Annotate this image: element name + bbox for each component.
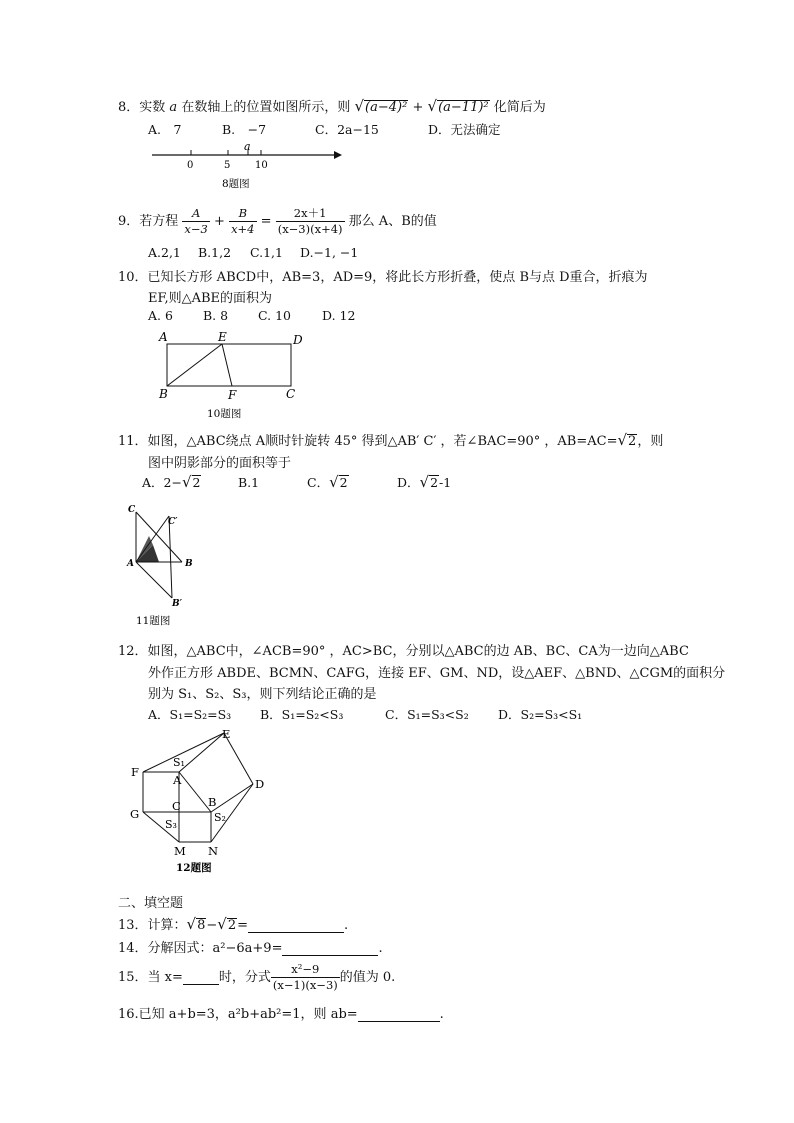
q12-line-3: 别为 S₁、S₂、S₃，则下列结论正确的是: [148, 687, 377, 702]
q14-post: .: [378, 941, 383, 956]
radical-icon: √: [186, 915, 197, 933]
q8-expr2: (a−11)²: [438, 100, 489, 115]
segment-cprime-bprime: [169, 516, 172, 598]
segment-db: [211, 784, 253, 812]
q12-line-1: 12．如图，△ABC中，∠ACB=90° ，AC>BC，分别以△ABC的边 AB、BC、CA为一边向△ABC: [118, 644, 689, 659]
label-c: C: [172, 799, 181, 813]
q8-caption: 8题图: [222, 178, 250, 190]
q10-line-2: EF,则△ABE的面积为: [148, 291, 273, 306]
q8-option-d: D．无法确定: [428, 122, 501, 137]
rect-abcd: [167, 344, 291, 386]
q11-line-1b: ，则: [637, 434, 664, 449]
q9-option-b: B.1,2: [198, 245, 232, 260]
label-f: F: [131, 765, 139, 779]
q13: [118, 914, 348, 933]
q11-radicand: 2: [628, 434, 637, 449]
tick-label-5: 5: [224, 160, 231, 171]
frac-num: 2x＋1: [276, 206, 345, 222]
q8-option-b: B. −7: [222, 122, 267, 137]
label-d: D: [255, 777, 265, 791]
q15-fraction: [271, 962, 340, 993]
q14: [118, 937, 383, 956]
frac-den: (x−3)(x+4): [277, 222, 343, 236]
q8-stem-a: 8．实数: [118, 100, 166, 115]
opt-a-pre: A．2−: [142, 475, 182, 490]
q10-caption: 10题图: [207, 408, 242, 420]
label-b-prime: B′: [172, 599, 182, 609]
tick-label-10: 10: [255, 160, 268, 171]
segment-be: [167, 344, 222, 386]
q15-mid: 时，分式: [218, 970, 271, 985]
label-m: M: [174, 844, 186, 858]
q11-caption: 11题图: [136, 615, 171, 627]
segment-ef: [222, 344, 232, 386]
frac-den: x−3: [184, 222, 208, 236]
q13-rad2: 2: [227, 918, 237, 933]
radical-icon: √: [329, 473, 339, 491]
label-s1: S₁: [173, 756, 185, 769]
label-b: B: [185, 559, 193, 569]
opt-a-rad: 2: [192, 475, 201, 490]
q12-option-b: B．S₁=S₂<S₃: [260, 707, 344, 722]
radical-icon: √: [217, 915, 227, 933]
label-e: E: [222, 727, 231, 741]
q8-stem-b: 在数轴上的位置如图所示，则: [181, 100, 351, 115]
q12-squares-figure: [126, 724, 272, 876]
q13-answer-blank[interactable]: [248, 918, 344, 933]
tick-label-0: 0: [187, 160, 194, 171]
segment-ab-prime: [136, 562, 172, 598]
q8-expr1: (a−4)²: [365, 100, 408, 115]
q9-fraction-1: [182, 206, 209, 237]
q8-option-a: A. 7: [148, 122, 182, 137]
q9-plus: +: [214, 214, 225, 229]
frac-num: A: [182, 206, 209, 222]
q12-line-2: 外作正方形 ABDE、BCMN、CAFG，连接 EF、GM、ND，设△AEF、△BND、△CGM的面积分: [148, 666, 726, 681]
q16-post: .: [439, 1007, 444, 1022]
q12-caption: 12题图: [176, 862, 212, 874]
label-n: N: [208, 844, 219, 858]
q9-equals: =: [260, 214, 272, 229]
section-title: 二、填空题: [118, 896, 184, 911]
q9-option-a: A.2,1: [148, 245, 181, 260]
q10-option-b: B. 8: [203, 308, 229, 323]
q11-option-a: [142, 473, 201, 491]
radical-icon: √: [181, 473, 192, 491]
q9-option-c: C.1,1: [250, 245, 283, 260]
q15-answer-blank[interactable]: [183, 970, 219, 985]
label-f: F: [228, 388, 237, 402]
label-c: C: [286, 387, 296, 401]
q12-option-c: C．S₁=S₃<S₂: [385, 707, 469, 722]
q8-stem: [118, 96, 546, 115]
q11-option-c: [307, 473, 349, 491]
q10-rectangle-figure: [155, 328, 315, 424]
q8-number-line-figure: [148, 140, 348, 192]
label-b: B: [208, 795, 217, 809]
opt-d-rad: 2: [430, 475, 439, 490]
q14-answer-blank[interactable]: [282, 941, 378, 956]
q11-rotation-figure: [124, 500, 204, 630]
label-c: C: [128, 505, 136, 515]
segment-ab: [179, 772, 211, 812]
segment-ae: [179, 733, 224, 772]
label-s2: S₂: [214, 811, 226, 824]
opt-c-rad: 2: [339, 475, 348, 490]
q10-option-c: C. 10: [258, 308, 291, 323]
q11-line-1a: 11．如图，△ABC绕点 A顺时针旋转 45° 得到△AB′ C′ ，若∠BAC=90° ，AB=AC=: [118, 434, 618, 449]
q11-line-2: 图中阴影部分的面积等于: [148, 456, 292, 471]
label-a: A: [173, 773, 182, 787]
frac-num: B: [229, 206, 256, 222]
radical-icon: √: [354, 97, 365, 115]
q10-option-a: A. 6: [148, 308, 173, 323]
q16-answer-blank[interactable]: [358, 1007, 440, 1022]
q13-pre: 13．计算：: [118, 918, 187, 933]
q8-var-a: a: [169, 100, 178, 115]
q10-option-d: D. 12: [322, 308, 356, 323]
q11-line-1: [118, 430, 663, 449]
q16-pre: 16.已知 a+b=3，a²b+ab²=1，则 ab=: [118, 1007, 358, 1022]
label-b: B: [159, 387, 168, 401]
q9-stem-b: 那么 A、B的值: [348, 214, 437, 229]
q13-minus: −: [206, 918, 218, 933]
q8-stem-c: 化简后为: [493, 100, 546, 115]
radical-icon: √: [419, 473, 430, 491]
frac-den: (x−1)(x−3): [272, 978, 338, 992]
q10-line-1: 10．已知长方形 ABCD中，AB=3，AD=9，将此长方形折叠，使点 B与点 D重合，折痕为: [118, 270, 648, 285]
label-s3: S₃: [165, 818, 177, 831]
q15: [118, 960, 395, 996]
q13-rad1: 8: [197, 918, 206, 933]
arrow-right-icon: [334, 151, 342, 159]
fig-var-a: a: [244, 140, 251, 153]
label-d: D: [293, 333, 303, 347]
q13-post: .: [344, 918, 349, 933]
opt-c-pre: C．: [307, 475, 330, 490]
q12-option-d: D．S₂=S₃<S₁: [498, 707, 583, 722]
q14-pre: 14．分解因式：a²−6a+9=: [118, 941, 283, 956]
q9-fraction-2: [229, 206, 256, 237]
q8-plus: +: [412, 100, 424, 115]
label-g: G: [130, 807, 140, 821]
frac-num: x²−9: [271, 962, 340, 978]
q11-option-b: B.1: [238, 475, 260, 490]
q8-option-c: C．2a−15: [315, 122, 379, 137]
opt-d-pre: D．: [397, 475, 420, 490]
radical-icon: √: [617, 431, 628, 449]
q11-option-d: [397, 473, 451, 491]
q13-eq: =: [237, 918, 249, 933]
q15-pre: 15．当 x=: [118, 970, 183, 985]
label-c-prime: C′: [168, 517, 178, 527]
q15-post: 的值为 0.: [339, 970, 396, 985]
q9-option-d: D.−1, −1: [300, 245, 359, 260]
q9-stem: [118, 204, 437, 240]
q9-fraction-3: [276, 206, 345, 237]
frac-den: x+4: [231, 222, 255, 236]
radical-icon: √: [427, 97, 438, 115]
label-a: A: [127, 559, 134, 569]
q9-stem-a: 9．若方程: [118, 214, 179, 229]
q12-option-a: A．S₁=S₂=S₃: [148, 707, 232, 722]
label-e: E: [218, 330, 227, 344]
opt-d-post: -1: [439, 475, 452, 490]
q16: [118, 1003, 444, 1022]
label-a: A: [159, 330, 168, 344]
